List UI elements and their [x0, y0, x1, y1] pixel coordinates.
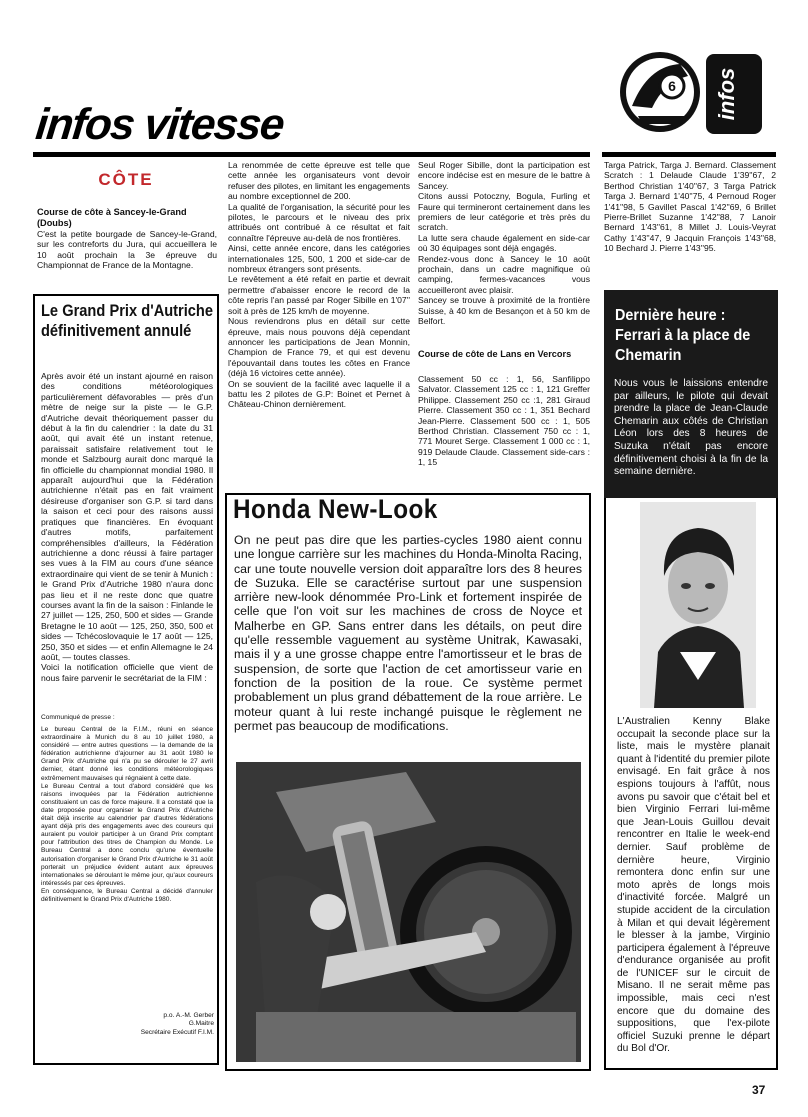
lans-title: Course de côte de Lans en Vercors: [418, 349, 572, 359]
racer-logo-icon: [618, 46, 774, 142]
logo-text: infos: [714, 67, 739, 121]
page-number: 37: [752, 1083, 766, 1097]
sancey-continued: La renommée de cette épreuve est telle que cette année les organisateurs vont devoir refuser des pilotes, en limitant les engagements au nombre exceptionnel de 200. La qualité de l'organisation, la sécurité pour les pilotes, le parcours et le niveau des prix attribués ont contribué à ce résultat et fait connaître l'épreuve au-delà de nos frontières. Ainsi, cette année encore, dans les catégories internationales 125, 500, 1 200 et side-car de nombreux étrangers sont présents. Le revêtement a été refait en partie et devrait permettre d'abaisser encore le record de la côte repris l'an passé par Roger Sibille en 1'07'' soit à près de 125 km/h de moyenne. Nous reviendrons plus en détail sur cette épreuve, mais nous pouvons déjà cependant annoncer les participations de Jean Monnin, Champion de France 79, et qui est devenu l'épouvantail dans toutes les côtes en France (déjà 16 victoires cette année). On se souvient de la facilité avec laquelle il a battu les 2 pilotes de G.P: Boinet et Pernet à Château-Chinon dernièrement.: [228, 160, 411, 410]
masthead-rule-right: [602, 152, 776, 157]
derniere-heure-intro: Nous vous le laissions entendre par ailleurs, le pilote qui devait prendre la place de Jean-Claude Chemarin aux côtés de Christian Léon lors des 8 heures de Suzuka n'était pas encore définitivement choisi à la fin de la semaine dernière.: [614, 378, 768, 478]
ferrari-body: L'Australien Kenny Blake occupait la seconde place sur la liste, mais le mystère planait quant à l'identité du premier pilote envisagé. En fait grâce à nos espions toujours à l'affût, nous avons pu savoir que c'était bel et bien Virginio Ferrari lui-même que Jean-Louis Guillou devait rencontrer en Italie le week-end dernier. Sauf problème de dernière heure, Virginio remontera donc enfin sur une moto après de longs mois d'inactivité forcée. Malgré un stupide accident de la circulation à Milan et qui devait légèrement le blesser à la jambe, Virginio participera également à l'épreuve d'endurance organisée au profit de l'UNICEF sur le circuit de Misano. Il ne serait même pas impossible, mais ceci n'est encore que du domaine des suppositions, que l'ex-pilote officiel Suzuki prenne le départ du Bol d'Or.: [617, 716, 770, 1055]
masthead-rule: [33, 152, 590, 157]
communique-text: Le bureau Central de la F.I.M., réuni en séance extraordinaire à Munich du 8 au 10 juillet 1980, a considéré — entre autres questions — la demande de la fédération autrichienne d'ajourner au 31 août 1980 le Grand Prix d'Autriche qui n'a pu se dérouler le 27 avril dernier, étant donné les conditions météorologiques extrêmement mauvaises qui régnaient à cette date. Le Bureau Central a tout d'abord considéré que les raisons invoquées par la Fédération autrichienne constituaient un cas de force majeure. Il a constaté que la date proposée pour organiser le Grand Prix d'Autriche était déjà inscrite au calendrier par d'autres fédérations ayant déjà pris des engagements avec des coureurs qui auraient pu vouloir participer à un Grand Prix comptant pour l'attribution des titres de Champion du Monde. Le Bureau Central a donc conclu qu'une éventuelle autorisation d'organiser le Grand Prix d'Autriche le 31 août porterait un préjudice évident autant aux épreuves internationales se déroulant le même jour, qu'aux coureurs intéressés par ces épreuves. En conséquence, le Bureau Central a décidé d'annuler définitivement le Grand Prix d'Autriche 1980.: [41, 726, 213, 903]
logo-race-number: 6: [668, 78, 676, 94]
lans-results-continued: Targa Patrick, Targa J. Bernard. Classement Scratch : 1 Delaude Claude 1'39''67, 2 Berthod Christian 1'40''67, 3 Targa Patrick Targa J. Bernard 1'40''75, 4 Pernoud Roger 1'41''98, 5 Gavillet Pascal 1'42''69, 6 Brillet Pierre-Brillet Suzanne 1'42''88, 7 Lanoir Bernard 1'43''61, 8 Millet J. Louis-Veyrat Cathy 1'43''47, 9 Jacquin François 1'43''68, 10 Bechard J. Pierre 1'43''95.: [604, 160, 776, 254]
masthead: infos vitesse: [33, 100, 286, 149]
communique: [41, 714, 213, 904]
derniere-heure-title: Dernière heure : Ferrari à la place de Chemarin: [615, 307, 751, 364]
honda-body: On ne peut pas dire que les parties-cycles 1980 aient connu une longue carrière sur les machines du Honda-Minolta Racing, car une toute nouvelle version doit apparaître lors des 8 heures de Suzuka. Elle se caractérise surtout par une suspension arrière new-look dénommée Pro-Link et fortement inspirée de celle que l'on voit sur les machines de cross de Noyce et Malherbe en GP. Sans entrer dans les détails, on peut dire qu'elle ressemble vaguement au système Unitrak, Kawasaki, mais il y a une grosse chappe entre l'amortisseur et le bras de suspension, de sorte que l'action de cet amortisseur varie en fonction de la position de la roue. Ce système permet probablement un plus grand débattement de la roue arrière. Le moteur quant à lui reste inchangé puisque le règlement ne permet pas beaucoup de modifications.: [234, 533, 582, 733]
rider-portrait-photo: [640, 502, 756, 708]
honda-title: Honda New-Look: [233, 494, 438, 524]
austria-body: Après avoir été un instant ajourné en raison des conditions météorologiques particulièrement défavorables — près d'un mètre de neige sur la piste — le G.P. d'Autriche devait théoriquement passer du début à la fin du calendrier : la date du 31 août, qui avait été un instant retenue, paraissait satisfaire relativement tout le monde et Salzbourg aurait donc marqué la fin officielle du championnat mondial 1980. Il apparaît aujourd'hui que la Fédération autrichienne n'était pas en fait vraiment désireuse d'organiser son G.P. si tard dans la saison et ceci pour des raisons aussi pratiques que financières. En évoquant d'autres motifs, parfaitement compréhensibles d'ailleurs, la Fédération autrichienne a donc réussi à faire partager ses vues à la FIM au cours d'une séance extraordinaire qui vient de se tenir à Munich : le Grand Prix d'Autriche 1980 n'aura donc pas lieu et il ne reste donc que quatre courses avant la fin de la saison : Finlande le 27 juillet — 125, 250, 500 et sides — Grande Bretagne le 10 août — 125, 250, 350, 500 et sides — Tchécoslovaquie le 17 août — 125, 250, 350 et sides — et enfin Allemagne le 24 août, — toutes classes. Voici la notification officielle que vient de nous faire parvenir le secrétariat de la FIM :: [41, 371, 213, 683]
motorcycle-suspension-photo: [236, 762, 581, 1062]
austria-title: Le Grand Prix d'Autriche définitivement annulé: [41, 301, 213, 340]
sancey-title: Course de côte à Sancey-le-Grand (Doubs): [37, 207, 187, 228]
sancey-continued-2: Seul Roger Sibille, dont la participation est encore indécise est en mesure de le battre à Sancey. Citons aussi Potoczny, Bogula, Furling et Faure qui termineront certainement dans les premiers de leur catégorie et très près du scratch. La lutte sera chaude également en side-car où 30 équipages sont déjà engagés. Rendez-vous donc à Sancey le 10 août prochain, dans un cadre magnifique où camping, fermes-vacances vous accueilleront avec plaisir. Sancey se trouve à proximité de la frontière Suisse, à 40 km de Besançon et à 50 km de Belfort.: [418, 160, 590, 327]
lans-results: Classement 50 cc : 1, 56, Sanfilippo Salvator. Classement 125 cc : 1, 121 Greffer Philippe. Classement 250 cc :1, 281 Giraud Pierre. Classement 350 cc : 1, 351 Bechard Jean-Pierre. Classement 500 cc : 1, 505 Berthod Christian. Classement 750 cc : 1, 771 Mouret Serge. Classement 1 000 cc : 1, 919 Delaude Claude. Classement side-cars : 1, 15: [418, 374, 590, 468]
sancey-body: C'est la petite bourgade de Sancey-le-Grand, sur les contreforts du Jura, qui accueillera le 10 août prochain la 3e épreuve du Championnat de France de la Montagne.: [37, 229, 217, 271]
section-label: CÔTE: [98, 170, 154, 189]
sancey-article: [37, 207, 217, 271]
communique-label: Communiqué de presse :: [41, 714, 115, 721]
communique-signature: p.o. A.-M. Gerber G.Maitre Secrétaire Exécutif F.I.M.: [140, 1012, 214, 1036]
